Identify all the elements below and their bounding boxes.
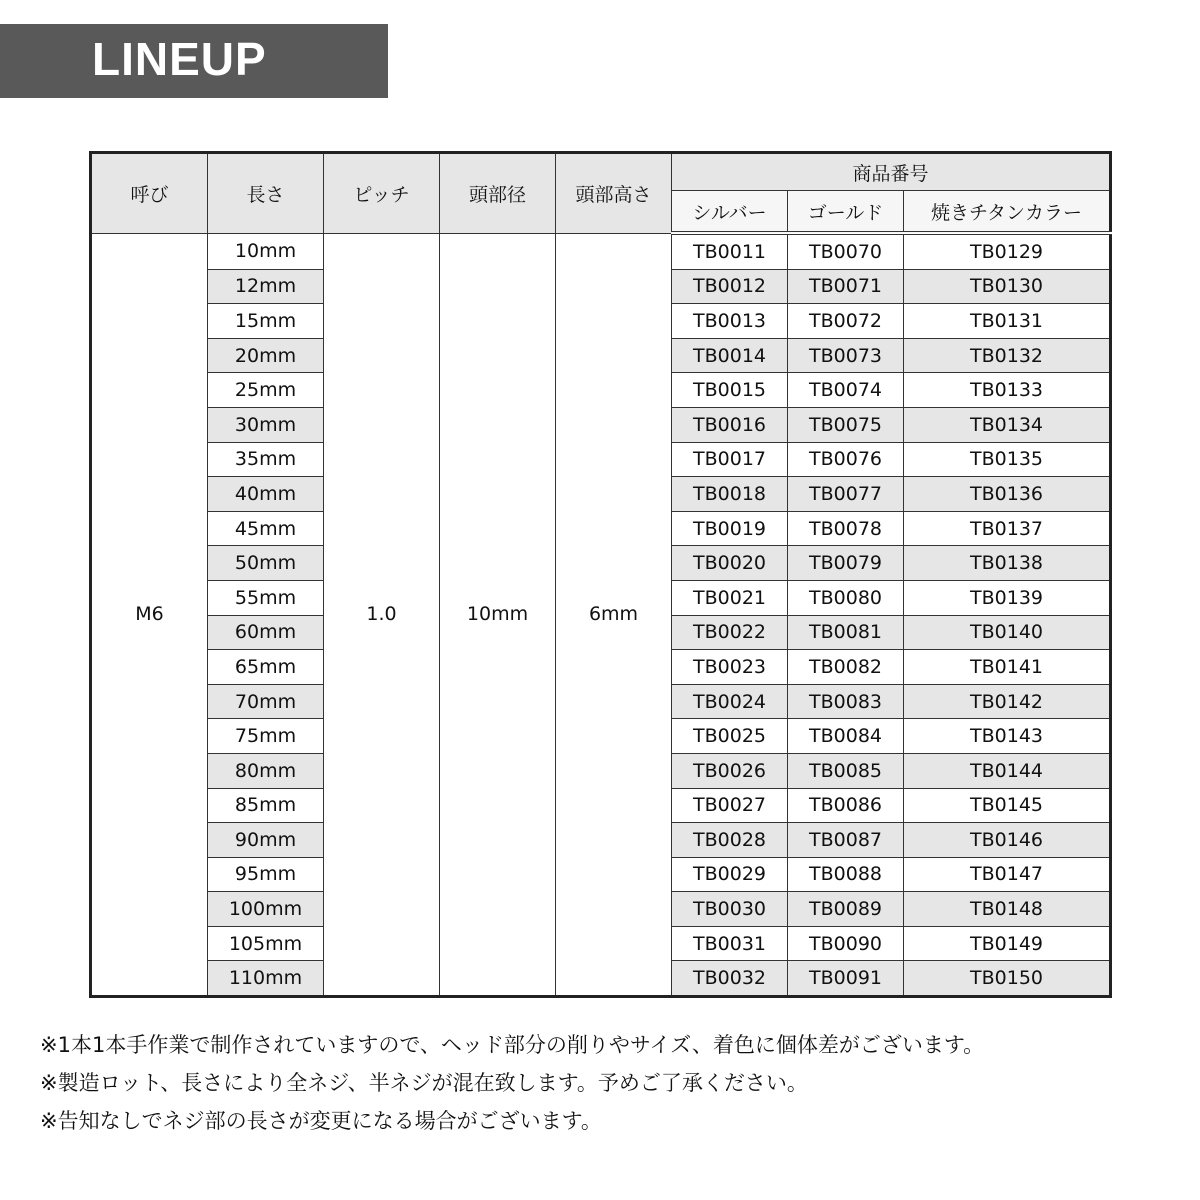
titanium-code-cell: TB0143 — [904, 719, 1111, 754]
silver-code-cell: TB0013 — [672, 304, 788, 339]
titanium-code-cell: TB0137 — [904, 511, 1111, 546]
gold-code-cell: TB0074 — [788, 373, 904, 408]
gold-code-cell: TB0085 — [788, 753, 904, 788]
header-silver: シルバー — [672, 191, 788, 234]
lineup-table — [89, 151, 1112, 998]
titanium-code-cell: TB0138 — [904, 546, 1111, 581]
titanium-code-cell: TB0148 — [904, 892, 1111, 927]
head-diameter-cell: 10mm — [440, 233, 556, 997]
silver-code-cell: TB0023 — [672, 650, 788, 685]
gold-code-cell: TB0083 — [788, 684, 904, 719]
silver-code-cell: TB0032 — [672, 961, 788, 997]
titanium-code-cell: TB0147 — [904, 857, 1111, 892]
silver-code-cell: TB0019 — [672, 511, 788, 546]
silver-code-cell: TB0012 — [672, 269, 788, 304]
gold-code-cell: TB0084 — [788, 719, 904, 754]
header-length: 長さ — [208, 153, 324, 234]
header-titanium: 焼きチタンカラー — [904, 191, 1111, 234]
silver-code-cell: TB0016 — [672, 407, 788, 442]
gold-code-cell: TB0087 — [788, 823, 904, 858]
silver-code-cell: TB0029 — [672, 857, 788, 892]
gold-code-cell: TB0080 — [788, 580, 904, 615]
length-cell: 25mm — [208, 373, 324, 408]
titanium-code-cell: TB0134 — [904, 407, 1111, 442]
silver-code-cell: TB0024 — [672, 684, 788, 719]
silver-code-cell: TB0026 — [672, 753, 788, 788]
header-head-diameter: 頭部径 — [440, 153, 556, 234]
gold-code-cell: TB0075 — [788, 407, 904, 442]
titanium-code-cell: TB0133 — [904, 373, 1111, 408]
gold-code-cell: TB0076 — [788, 442, 904, 477]
length-cell: 100mm — [208, 892, 324, 927]
length-cell: 20mm — [208, 338, 324, 373]
gold-code-cell: TB0088 — [788, 857, 904, 892]
lineup-banner — [0, 24, 388, 98]
length-cell: 10mm — [208, 233, 324, 269]
length-cell: 105mm — [208, 926, 324, 961]
length-cell: 30mm — [208, 407, 324, 442]
note: ※製造ロット、長さにより全ネジ、半ネジが混在致します。予めご了承ください。 — [40, 1071, 808, 1095]
titanium-code-cell: TB0130 — [904, 269, 1111, 304]
titanium-code-cell: TB0140 — [904, 615, 1111, 650]
head-height-cell: 6mm — [556, 233, 672, 997]
titanium-code-cell: TB0135 — [904, 442, 1111, 477]
length-cell: 15mm — [208, 304, 324, 339]
silver-code-cell: TB0018 — [672, 477, 788, 512]
titanium-code-cell: TB0142 — [904, 684, 1111, 719]
gold-code-cell: TB0070 — [788, 233, 904, 269]
titanium-code-cell: TB0131 — [904, 304, 1111, 339]
gold-code-cell: TB0089 — [788, 892, 904, 927]
length-cell: 65mm — [208, 650, 324, 685]
length-cell: 110mm — [208, 961, 324, 997]
titanium-code-cell: TB0141 — [904, 650, 1111, 685]
note: ※1本1本手作業で制作されていますので、ヘッド部分の削りやサイズ、着色に個体差がございます。 — [40, 1033, 985, 1057]
titanium-code-cell: TB0129 — [904, 233, 1111, 269]
gold-code-cell: TB0082 — [788, 650, 904, 685]
length-cell: 50mm — [208, 546, 324, 581]
notes — [40, 1026, 984, 1140]
length-cell: 80mm — [208, 753, 324, 788]
gold-code-cell: TB0072 — [788, 304, 904, 339]
gold-code-cell: TB0079 — [788, 546, 904, 581]
titanium-code-cell: TB0149 — [904, 926, 1111, 961]
titanium-code-cell: TB0145 — [904, 788, 1111, 823]
length-cell: 45mm — [208, 511, 324, 546]
nominal-cell: M6 — [91, 233, 208, 997]
silver-code-cell: TB0020 — [672, 546, 788, 581]
gold-code-cell: TB0081 — [788, 615, 904, 650]
length-cell: 85mm — [208, 788, 324, 823]
silver-code-cell: TB0025 — [672, 719, 788, 754]
gold-code-cell: TB0090 — [788, 926, 904, 961]
silver-code-cell: TB0015 — [672, 373, 788, 408]
silver-code-cell: TB0030 — [672, 892, 788, 927]
length-cell: 55mm — [208, 580, 324, 615]
length-cell: 60mm — [208, 615, 324, 650]
note: ※告知なしでネジ部の長さが変更になる場合がございます。 — [40, 1109, 602, 1133]
header-nominal: 呼び — [91, 153, 208, 234]
length-cell: 90mm — [208, 823, 324, 858]
header-head-height: 頭部高さ — [556, 153, 672, 234]
titanium-code-cell: TB0144 — [904, 753, 1111, 788]
length-cell: 40mm — [208, 477, 324, 512]
table-row — [91, 233, 1111, 269]
length-cell: 95mm — [208, 857, 324, 892]
gold-code-cell: TB0086 — [788, 788, 904, 823]
header-product-number: 商品番号 — [672, 153, 1111, 191]
header-pitch: ピッチ — [324, 153, 440, 234]
gold-code-cell: TB0073 — [788, 338, 904, 373]
length-cell: 12mm — [208, 269, 324, 304]
banner-title: LINEUP — [92, 33, 267, 85]
titanium-code-cell: TB0146 — [904, 823, 1111, 858]
titanium-code-cell: TB0132 — [904, 338, 1111, 373]
silver-code-cell: TB0011 — [672, 233, 788, 269]
length-cell: 35mm — [208, 442, 324, 477]
length-cell: 70mm — [208, 684, 324, 719]
titanium-code-cell: TB0139 — [904, 580, 1111, 615]
pitch-cell: 1.0 — [324, 233, 440, 997]
gold-code-cell: TB0091 — [788, 961, 904, 997]
titanium-code-cell: TB0150 — [904, 961, 1111, 997]
silver-code-cell: TB0014 — [672, 338, 788, 373]
length-cell: 75mm — [208, 719, 324, 754]
silver-code-cell: TB0028 — [672, 823, 788, 858]
gold-code-cell: TB0071 — [788, 269, 904, 304]
silver-code-cell: TB0022 — [672, 615, 788, 650]
gold-code-cell: TB0077 — [788, 477, 904, 512]
silver-code-cell: TB0017 — [672, 442, 788, 477]
titanium-code-cell: TB0136 — [904, 477, 1111, 512]
gold-code-cell: TB0078 — [788, 511, 904, 546]
silver-code-cell: TB0027 — [672, 788, 788, 823]
header-gold: ゴールド — [788, 191, 904, 234]
silver-code-cell: TB0031 — [672, 926, 788, 961]
silver-code-cell: TB0021 — [672, 580, 788, 615]
